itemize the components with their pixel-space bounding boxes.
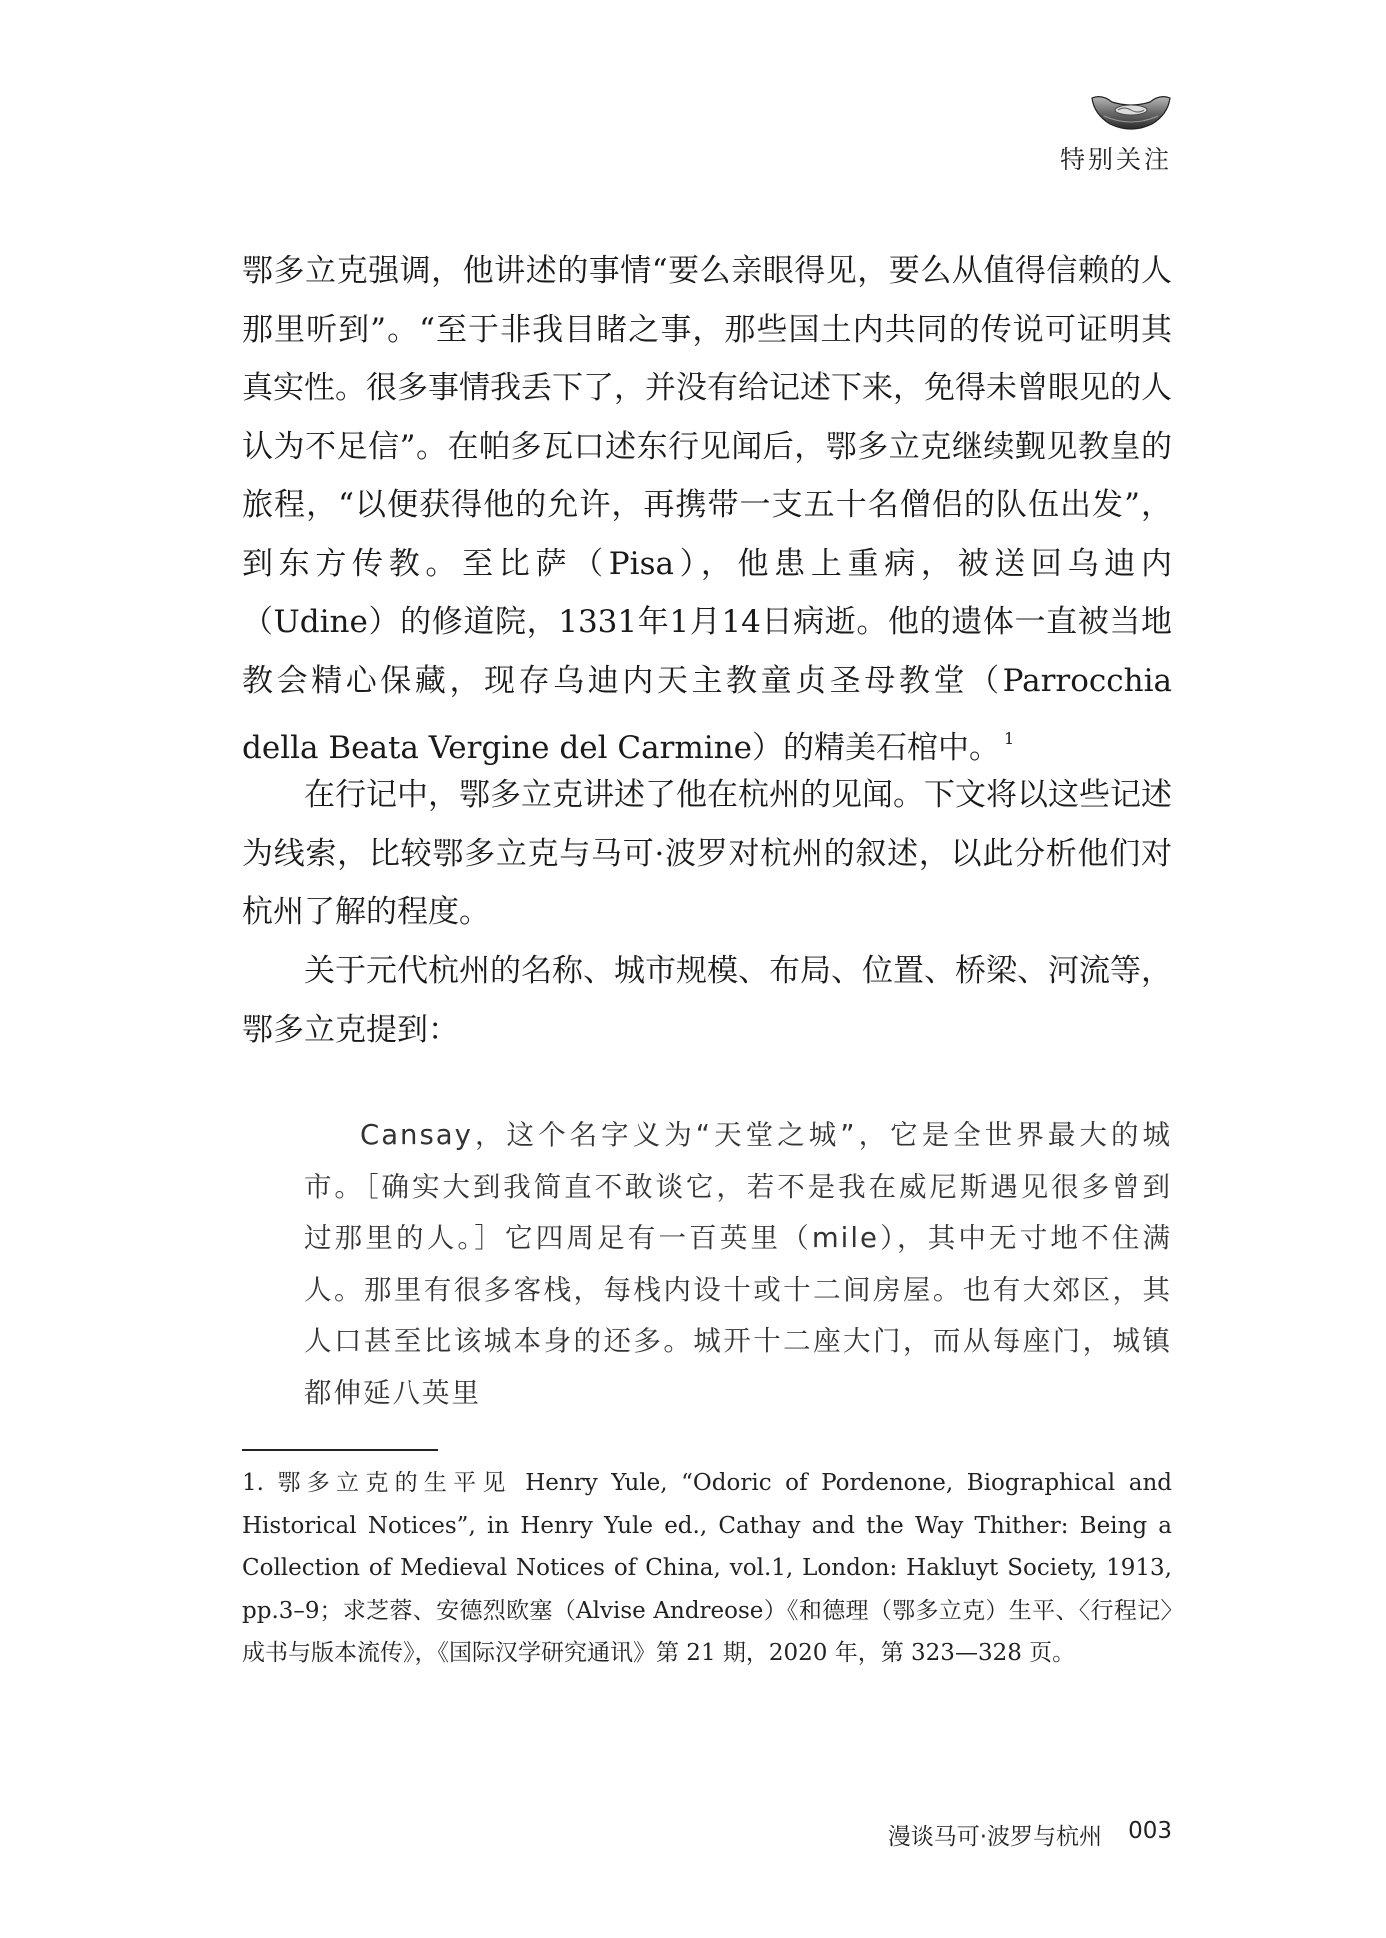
block-quote — [304, 1110, 1172, 1419]
body-paragraph-2 — [242, 766, 1172, 942]
footnote-marker[interactable]: 1 — [1004, 729, 1015, 748]
paragraph-text: 在行记中，鄂多立克讲述了他在杭州的见闻。下文将以这些记述为线索，比较鄂多立克与马可·波罗对杭州的叙述，以此分析他们对杭州了解的程度。 — [242, 777, 1172, 930]
paragraph-text: 鄂多立克强调，他讲述的事情“要么亲眼得见，要么从值得信赖的人那里听到”。“至于非我目睹之事，那些国土内共同的传说可证明其真实性。很多事情我丢下了，并没有给记述下来，免得未曾眼见的人认为不足信”。在帕多瓦口述东行见闻后，鄂多立克继续觐见教皇的旅程，“以便获得他的允许，再携带一支五十名僧侣的队伍出发”，到东方传教。至比萨（Pisa），他患上重病，被送回乌迪内（Udine）的修道院，1331年1月14日病逝。他的遗体一直被当地教会精心保藏，现存乌迪内天主教童贞圣母教堂（Parrocchia della Beata Vergine del Carmine）的精美石棺中。 — [242, 253, 1172, 766]
body-paragraph-1 — [242, 242, 1172, 778]
quote-text: Cansay，这个名字义为“天堂之城”，它是全世界最大的城市。［确实大到我简直不敢谈它，若不是我在威尼斯遇见很多曾到过那里的人。］它四周足有一百英里（mile），其中无寸地不住满人。那里有很多客栈，每栈内设十或十二间房屋。也有大郊区，其人口甚至比该城本身的还多。城开十二座大门，而从每座门，城镇都伸延八英里 — [304, 1119, 1172, 1409]
paragraph-text: 关于元代杭州的名称、城市规模、布局、位置、桥梁、河流等，鄂多立克提到： — [242, 953, 1172, 1048]
body-paragraph-3 — [242, 942, 1172, 1059]
section-title: 特别关注 — [1059, 145, 1172, 174]
ingot-emblem-icon — [1090, 92, 1172, 134]
page-number: 003 — [1128, 1818, 1172, 1844]
footnote — [242, 1462, 1172, 1675]
footnote-divider — [242, 1449, 438, 1451]
footnote-text: 1. 鄂多立克的生平见 Henry Yule, “Odoric of Pordenone, Biographical and Historical Notices”, in Henry Yule ed., Cathay and the Way Thither: Being a Collection of Medieval Notices of China, vol.1, London: Hakluyt Society, 1913, pp.3–9；求芝蓉、安德烈欧塞（Alvise Andreose）《和德理（鄂多立克）生平、〈行程记〉成书与版本流传》，《国际汉学研究通讯》第 21 期，2020 年，第 323—328 页。 — [242, 1470, 1172, 1666]
running-footer-title: 漫谈马可·波罗与杭州 — [887, 1824, 1102, 1850]
